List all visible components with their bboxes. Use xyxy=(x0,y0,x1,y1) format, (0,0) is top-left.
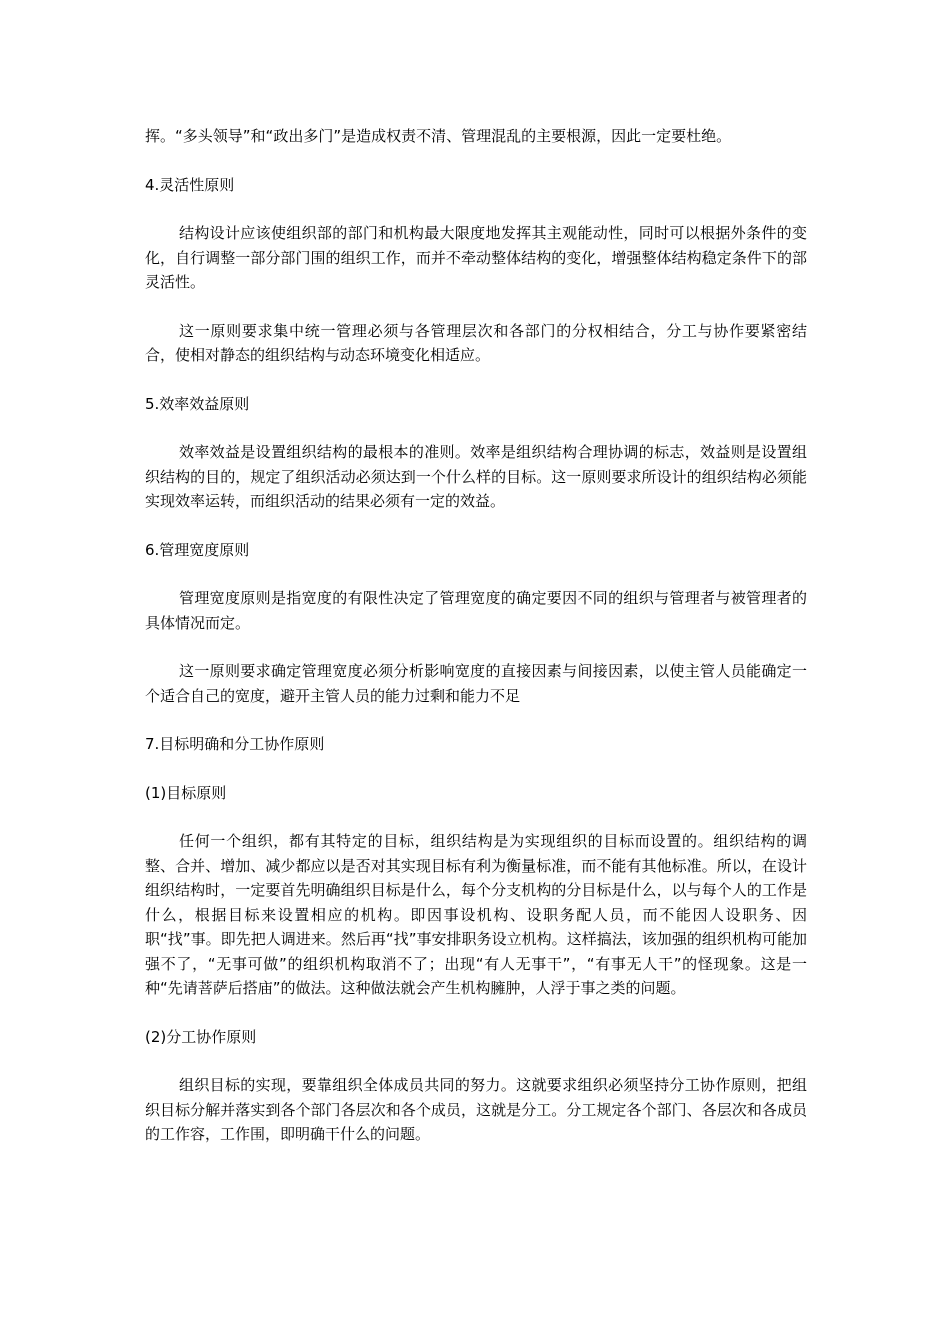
section-7-sub-2-paragraph: 组织目标的实现，要靠组织全体成员共同的努力。这就要求组织必须坚持分工协作原则，把组织目标分解并落实到各个部门各层次和各个成员，这就是分工。分工规定各个部门、各层次和各成员的工作容，工作围，即明确干什么的问题。 xyxy=(145,1076,807,1143)
document-page xyxy=(145,124,807,1171)
section-6-paragraph-1: 管理宽度原则是指宽度的有限性决定了管理宽度的确定要因不同的组织与管理者与被管理者的具体情况而定。 xyxy=(145,589,807,632)
section-6-paragraph-2: 这一原则要求确定管理宽度必须分析影响宽度的直接因素与间接因素，以使主管人员能确定一个适合自己的宽度，避开主管人员的能力过剩和能力不足 xyxy=(145,662,807,705)
section-7-sub-1-paragraph: 任何一个组织，都有其特定的目标，组织结构是为实现组织的目标而设置的。组织结构的调整、合并、增加、减少都应以是否对其实现目标有利为衡量标准，而不能有其他标准。所以，在设计组织结构时，一定要首先明确组织目标是什么，每个分支机构的分目标是什么，以与每个人的工作是什么，根据目标来设置相应的机构。即因事设机构、设职务配人员，而不能因人设职务、因职“找”事。即先把人调进来。然后再“找”事安排职务设立机构。这样搞法，该加强的组织机构可能加强不了，“无事可做”的组织机构取消不了；出现“有人无事干”，“有事无人干”的怪现象。这是一种“先请菩萨后搭庙”的做法。这种做法就会产生机构臃肿，人浮于事之类的问题。 xyxy=(145,832,807,997)
section-5-paragraph-1: 效率效益是设置组织结构的最根本的准则。效率是组织结构合理协调的标志，效益则是设置组织结构的目的，规定了组织活动必须达到一个什么样的目标。这一原则要求所设计的组织结构必须能实现效率运转，而组织活动的结果必须有一定的效益。 xyxy=(145,443,807,510)
section-4-paragraph-1: 结构设计应该使组织部的部门和机构最大限度地发挥其主观能动性，同时可以根据外条件的变化，自行调整一部分部门围的组织工作，而并不牵动整体结构的变化，增强整体结构稳定条件下的部灵活性。 xyxy=(145,224,807,291)
section-4-paragraph-2: 这一原则要求集中统一管理必须与各管理层次和各部门的分权相结合，分工与协作要紧密结合，使相对静态的组织结构与动态环境变化相适应。 xyxy=(145,321,807,364)
section-6-heading: 6.管理宽度原则 xyxy=(145,540,250,559)
section-4-heading: 4.灵活性原则 xyxy=(145,175,235,194)
continuation-paragraph: 挥。“多头领导”和“政出多门”是造成权责不清、管理混乱的主要根源，因此一定要杜绝。 xyxy=(145,127,732,145)
section-7-sub-1-heading: (1)目标原则 xyxy=(145,783,227,802)
section-7-sub-2-heading: (2)分工协作原则 xyxy=(145,1027,257,1046)
section-5-heading: 5.效率效益原则 xyxy=(145,394,250,413)
section-7-heading: 7.目标明确和分工协作原则 xyxy=(145,735,325,753)
